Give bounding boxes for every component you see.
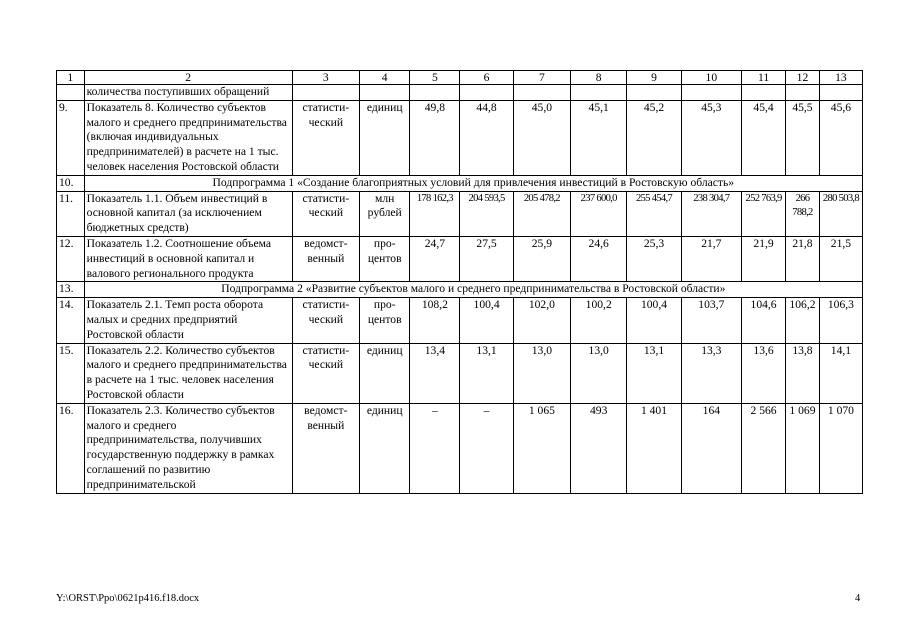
- value-cell: 2 566: [742, 403, 786, 493]
- value-cell: 106,2: [786, 298, 820, 343]
- value-cell: 106,3: [819, 298, 862, 343]
- value-cell: [571, 85, 627, 101]
- row-number: 11.: [57, 191, 85, 236]
- data-source: [292, 85, 360, 101]
- value-cell: [460, 85, 513, 101]
- data-source: ведомст-венный: [292, 403, 360, 493]
- data-source: статисти-ческий: [292, 343, 360, 403]
- value-cell: [513, 85, 570, 101]
- column-number: 9: [627, 71, 681, 85]
- column-number: 3: [292, 71, 360, 85]
- indicator-name: Показатель 2.3. Количество субъектов малого и среднего предпринимательства, получивших государственную поддержку в рамках соглашений по развитию предпринимательской: [84, 403, 292, 493]
- column-number-row: [57, 71, 863, 85]
- value-cell: 45,2: [627, 100, 681, 175]
- row-number: 9.: [57, 100, 85, 175]
- page-number: 4: [855, 593, 861, 604]
- data-source: статисти-ческий: [292, 100, 360, 175]
- value-cell: 44,8: [460, 100, 513, 175]
- section-row: [57, 282, 863, 298]
- column-number: 11: [742, 71, 786, 85]
- row-number: 13.: [57, 282, 85, 298]
- value-cell: [410, 85, 460, 101]
- value-cell: 252 763,9: [742, 191, 786, 236]
- value-cell: 178 162,3: [410, 191, 460, 236]
- indicator-name: Показатель 8. Количество субъектов малого и среднего предпринимательства (включая индивидуальных предпринимателей) в расчете на 1 тыс. человек населения Ростовской области: [84, 100, 292, 175]
- table-row: [57, 85, 863, 101]
- row-number: 16.: [57, 403, 85, 493]
- value-cell: 45,1: [571, 100, 627, 175]
- value-cell: 13,4: [410, 343, 460, 403]
- value-cell: [742, 85, 786, 101]
- indicator-name: количества поступивших обращений: [84, 85, 292, 101]
- value-cell: 27,5: [460, 236, 513, 281]
- indicator-name: Показатель 1.1. Объем инвестиций в основной капитал (за исключением бюджетных средств): [84, 191, 292, 236]
- value-cell: 13,1: [627, 343, 681, 403]
- value-cell: 164: [681, 403, 741, 493]
- column-number: 2: [84, 71, 292, 85]
- value-cell: 108,2: [410, 298, 460, 343]
- value-cell: 1 069: [786, 403, 820, 493]
- unit: единиц: [360, 343, 410, 403]
- table-row: [57, 298, 863, 343]
- unit: про-центов: [360, 298, 410, 343]
- column-number: 4: [360, 71, 410, 85]
- value-cell: 100,4: [460, 298, 513, 343]
- unit: [360, 85, 410, 101]
- value-cell: 1 070: [819, 403, 862, 493]
- section-row: [57, 175, 863, 191]
- value-cell: 13,3: [681, 343, 741, 403]
- indicator-name: Показатель 1.2. Соотношение объема инвестиций в основной капитал и валового регионального продукта: [84, 236, 292, 281]
- value-cell: 25,9: [513, 236, 570, 281]
- value-cell: 205 478,2: [513, 191, 570, 236]
- column-number: 1: [57, 71, 85, 85]
- value-cell: 13,0: [513, 343, 570, 403]
- value-cell: 255 454,7: [627, 191, 681, 236]
- value-cell: –: [460, 403, 513, 493]
- value-cell: 100,2: [571, 298, 627, 343]
- value-cell: [681, 85, 741, 101]
- value-cell: 13,1: [460, 343, 513, 403]
- unit: единиц: [360, 100, 410, 175]
- row-number: 12.: [57, 236, 85, 281]
- column-number: 10: [681, 71, 741, 85]
- value-cell: 21,5: [819, 236, 862, 281]
- data-source: статисти-ческий: [292, 298, 360, 343]
- value-cell: 100,4: [627, 298, 681, 343]
- value-cell: 45,4: [742, 100, 786, 175]
- value-cell: 103,7: [681, 298, 741, 343]
- indicator-name: Показатель 2.2. Количество субъектов малого и среднего предпринимательства в расчете на 1 тыс. человек населения Ростовской области: [84, 343, 292, 403]
- value-cell: 237 600,0: [571, 191, 627, 236]
- value-cell: 280 503,8: [819, 191, 862, 236]
- table-row: [57, 100, 863, 175]
- unit: единиц: [360, 403, 410, 493]
- value-cell: 25,3: [627, 236, 681, 281]
- column-number: 8: [571, 71, 627, 85]
- indicators-table: [56, 70, 863, 494]
- value-cell: 13,6: [742, 343, 786, 403]
- value-cell: 24,7: [410, 236, 460, 281]
- value-cell: [786, 85, 820, 101]
- column-number: 13: [819, 71, 862, 85]
- value-cell: 49,8: [410, 100, 460, 175]
- footer-file-path: Y:\ORST\Ppo\0621p416.f18.docx: [56, 593, 200, 604]
- value-cell: 14,1: [819, 343, 862, 403]
- row-number: 10.: [57, 175, 85, 191]
- data-source: ведомст-венный: [292, 236, 360, 281]
- value-cell: 102,0: [513, 298, 570, 343]
- value-cell: [819, 85, 862, 101]
- row-number: 14.: [57, 298, 85, 343]
- unit: млн рублей: [360, 191, 410, 236]
- value-cell: [627, 85, 681, 101]
- section-title: Подпрограмма 2 «Развитие субъектов малого и среднего предпринимательства в Ростовской области»: [84, 282, 862, 298]
- value-cell: 45,0: [513, 100, 570, 175]
- value-cell: 238 304,7: [681, 191, 741, 236]
- table-row: [57, 343, 863, 403]
- value-cell: 1 401: [627, 403, 681, 493]
- table-row: [57, 191, 863, 236]
- value-cell: 204 593,5: [460, 191, 513, 236]
- value-cell: 104,6: [742, 298, 786, 343]
- section-title: Подпрограмма 1 «Создание благоприятных условий для привлечения инвестиций в Ростовскую область»: [84, 175, 862, 191]
- value-cell: 21,7: [681, 236, 741, 281]
- value-cell: 24,6: [571, 236, 627, 281]
- value-cell: 21,8: [786, 236, 820, 281]
- row-number: [57, 85, 85, 101]
- value-cell: 45,3: [681, 100, 741, 175]
- data-source: статисти-ческий: [292, 191, 360, 236]
- value-cell: 45,5: [786, 100, 820, 175]
- column-number: 5: [410, 71, 460, 85]
- table-row: [57, 236, 863, 281]
- column-number: 7: [513, 71, 570, 85]
- value-cell: 21,9: [742, 236, 786, 281]
- value-cell: 266 788,2: [786, 191, 820, 236]
- value-cell: 1 065: [513, 403, 570, 493]
- value-cell: 13,0: [571, 343, 627, 403]
- row-number: 15.: [57, 343, 85, 403]
- value-cell: 13,8: [786, 343, 820, 403]
- unit: про-центов: [360, 236, 410, 281]
- indicator-name: Показатель 2.1. Темп роста оборота малых и средних предприятий Ростовской области: [84, 298, 292, 343]
- value-cell: –: [410, 403, 460, 493]
- value-cell: 45,6: [819, 100, 862, 175]
- column-number: 6: [460, 71, 513, 85]
- column-number: 12: [786, 71, 820, 85]
- value-cell: 493: [571, 403, 627, 493]
- table-row: [57, 403, 863, 493]
